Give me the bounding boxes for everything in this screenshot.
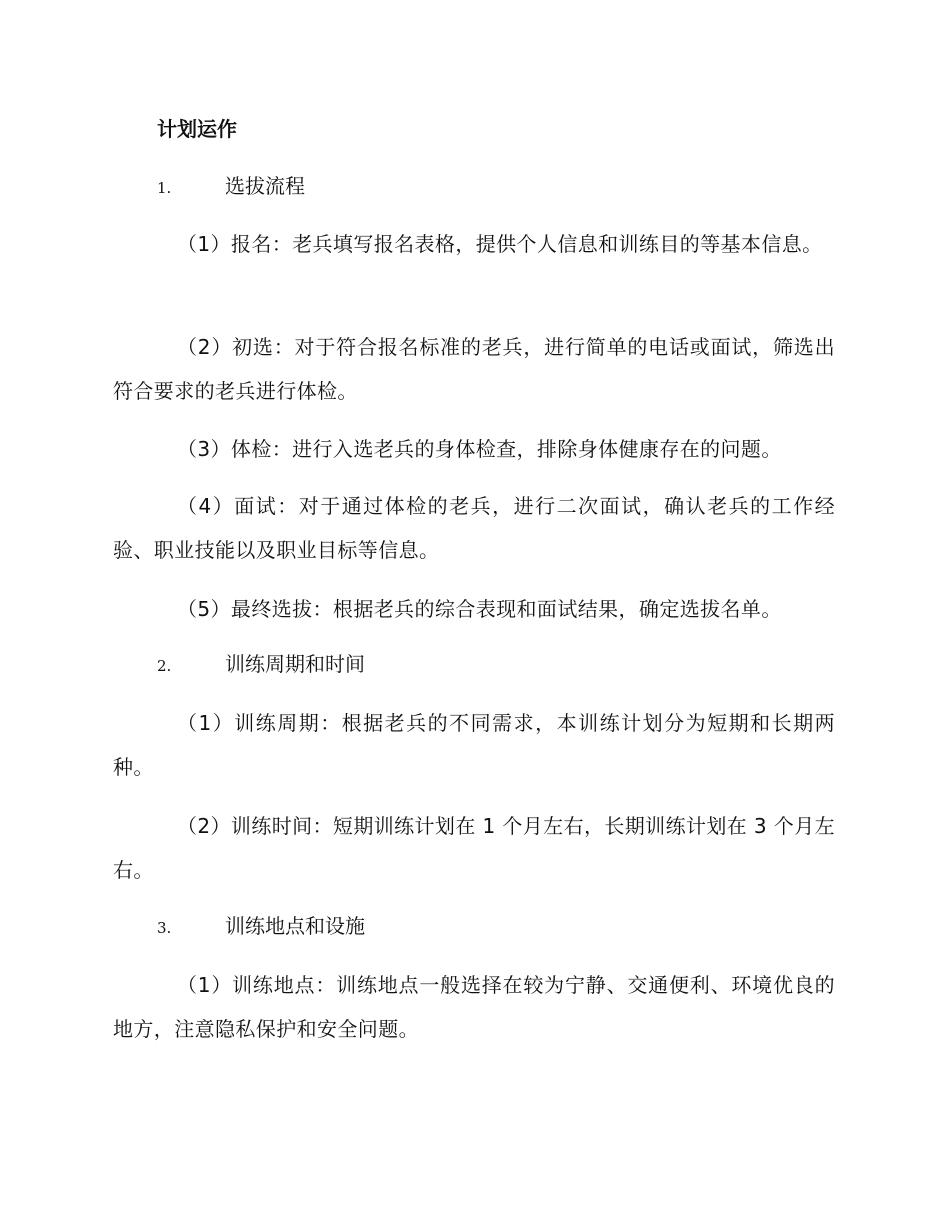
list-number: 2. [157, 657, 172, 675]
list-item-title: 训练周期和时间 [225, 652, 365, 676]
list-item-training-period [157, 649, 365, 681]
section-heading: 计划运作 [157, 117, 237, 141]
list-number: 3. [157, 919, 172, 937]
paragraph-training-time: （2）训练时间：短期训练计划在 1 个月左右，长期训练计划在 3 个月左右。 [113, 814, 836, 882]
paragraph-registration: （1）报名：老兵填写报名表格，提供个人信息和训练目的等基本信息。 [177, 232, 823, 256]
list-item-training-location [157, 911, 365, 943]
paragraph-physical-exam: （3）体检：进行入选老兵的身体检查，排除身体健康存在的问题。 [177, 437, 782, 461]
paragraph-final-selection: （5）最终选拔：根据老兵的综合表现和面试结果，确定选拔名单。 [177, 597, 782, 621]
list-number: 1. [157, 179, 172, 197]
paragraph-training-cycle: （1）训练周期：根据老兵的不同需求，本训练计划分为短期和长期两种。 [113, 711, 835, 779]
list-item-title: 训练地点和设施 [225, 914, 365, 938]
paragraph-interview: （4）面试：对于通过体检的老兵，进行二次面试，确认老兵的工作经验、职业技能以及职业目标等信息。 [113, 494, 835, 562]
paragraph-preliminary-selection: （2）初选：对于符合报名标准的老兵，进行简单的电话或面试，筛选出符合要求的老兵进行体检。 [113, 335, 835, 403]
paragraph-training-location: （1）训练地点：训练地点一般选择在较为宁静、交通便利、环境优良的地方，注意隐私保护和安全问题。 [113, 973, 835, 1041]
list-item-selection-process [157, 171, 305, 203]
list-item-title: 选拔流程 [225, 174, 305, 198]
